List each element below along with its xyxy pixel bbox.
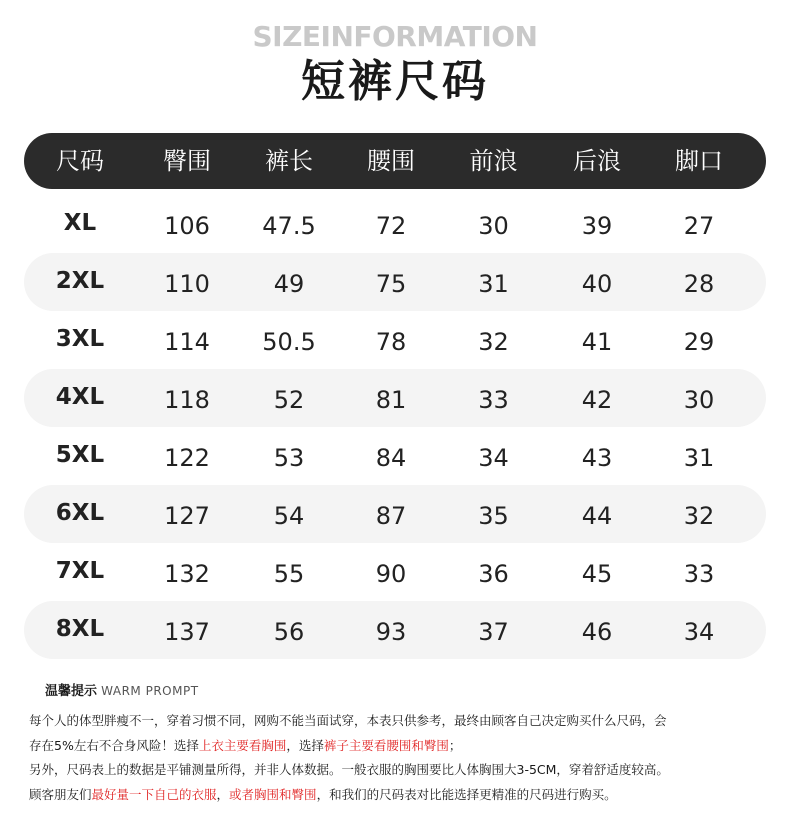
notice-text-segment: ， [216,786,230,802]
notice-text-segment: ，选择 [286,737,324,753]
notice-line-3: 另外，尺码表上的数据是平铺测量所得，并非人体数据。一般衣服的胸围要比人体胸围大3-5CM，穿着舒适度较高。 [29,762,669,777]
table-cell: 44 [581,502,613,530]
table-row [24,543,766,601]
table-cell: 42 [581,386,613,414]
column-header-front-rise: 前浪 [469,147,518,175]
table-cell: 34 [683,618,715,646]
notice-line-4 [29,783,781,808]
table-row [24,601,766,659]
notice-line-2 [29,734,781,759]
table-cell: 31 [683,444,715,472]
notice-text-segment: ，和我们的尺码表对比能选择更精准的尺码进行购买。 [316,786,617,802]
table-cell: 47.5 [262,212,316,240]
size-cell: 3XL [55,326,105,352]
size-cell: XL [63,210,97,236]
table-cell: 30 [683,386,715,414]
notice-heading [45,683,199,700]
english-title: SIZEINFORMATION [252,20,538,53]
size-cell: 5XL [55,442,105,468]
table-cell: 34 [478,444,509,472]
table-cell: 28 [683,270,715,298]
table-cell: 33 [683,560,715,588]
column-header-back-rise: 后浪 [573,147,621,175]
column-header-length: 裤长 [265,147,313,175]
table-cell: 55 [273,560,305,588]
table-cell: 78 [375,328,407,356]
table-cell: 87 [375,502,407,530]
table-cell: 29 [683,328,715,356]
notice-title-cn: 温馨提示 [45,684,98,699]
table-cell: 75 [375,270,407,298]
size-cell: 2XL [55,268,105,294]
notice-highlight-top: 上衣主要看胸围 [198,737,287,753]
table-cell: 32 [683,502,715,530]
table-row [24,485,766,543]
notice-text [29,709,781,807]
table-cell: 54 [273,502,305,530]
notice-highlight-pants: 裤子主要看腰围和臀围 [323,737,449,753]
notice-text-segment: ； [448,737,462,753]
table-cell: 36 [478,560,509,588]
size-cell: 8XL [55,616,105,642]
notice-highlight-measure: 最好量一下自己的衣服 [91,786,217,802]
table-cell: 32 [478,328,509,356]
table-cell: 30 [478,212,509,240]
table-cell: 43 [581,444,613,472]
table-cell: 137 [164,618,210,646]
size-cell: 4XL [55,384,105,410]
table-cell: 49 [273,270,305,298]
table-cell: 122 [164,444,210,472]
table-cell: 106 [164,212,210,240]
table-cell: 84 [375,444,407,472]
notice-text-segment: 存在5%左右不合身风险！选择 [29,737,199,753]
size-table-header [24,133,766,189]
table-cell: 37 [478,618,509,646]
table-row [24,253,766,311]
table-row [24,427,766,485]
table-cell: 53 [273,444,305,472]
table-row [24,369,766,427]
notice-line-1: 每个人的体型胖瘦不一，穿着习惯不同，网购不能当面试穿，本表只供参考，最终由顾客自己决定购买什么尺码，会 [29,713,667,728]
table-row [24,195,766,253]
table-cell: 56 [273,618,305,646]
table-cell: 127 [164,502,210,530]
size-cell: 7XL [55,558,105,584]
size-cell: 6XL [55,500,105,526]
table-cell: 118 [164,386,210,414]
column-header-size: 尺码 [56,147,104,175]
table-cell: 132 [164,560,210,588]
notice-highlight-chest-hip: 或者胸围和臀围 [229,786,317,802]
table-cell: 39 [581,212,613,240]
table-cell: 93 [375,618,407,646]
table-cell: 45 [581,560,613,588]
table-cell: 40 [581,270,613,298]
table-cell: 27 [683,212,715,240]
size-table-body [24,195,766,659]
notice-text-segment: 顾客朋友们 [29,786,92,802]
table-row [24,311,766,369]
table-cell: 41 [581,328,613,356]
table-cell: 46 [581,618,613,646]
table-cell: 35 [478,502,509,530]
table-cell: 110 [164,270,210,298]
table-cell: 90 [375,560,407,588]
column-header-waist: 腰围 [367,147,415,175]
table-cell: 72 [375,212,407,240]
notice-title-en: WARM PROMPT [101,684,199,698]
table-cell: 31 [478,270,509,298]
table-cell: 50.5 [262,328,316,356]
page-title: 短裤尺码 [301,56,489,107]
table-cell: 52 [273,386,305,414]
table-cell: 33 [478,386,509,414]
column-header-hip: 臀围 [163,147,211,175]
column-header-leg-opening: 脚口 [675,147,723,175]
table-cell: 81 [375,386,407,414]
table-cell: 114 [164,328,210,356]
